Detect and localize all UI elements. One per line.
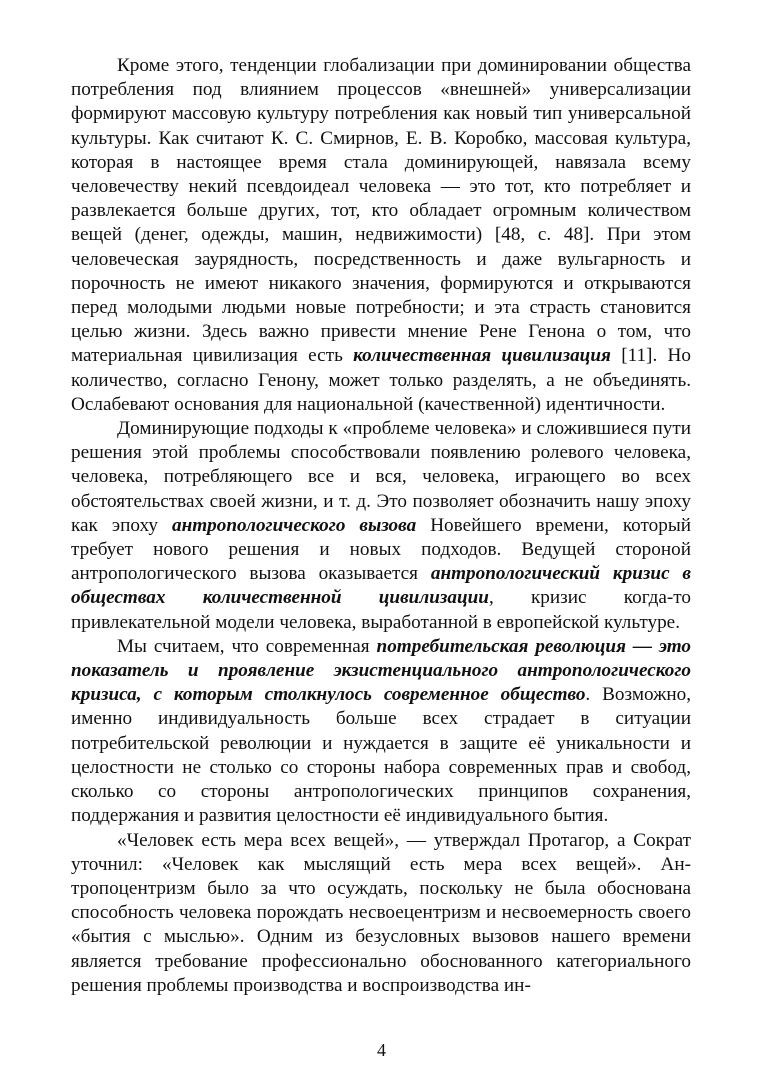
p2-text-1: Доминирующие подходы к «проблеме человека» и сложившиеся пути решения этой проблемы способствовали появлению ролевого человека, человека, потребляющего все и вся, человека, играющего во всех обстоятельствах своей жизни, и т. д. Это позволяет обозначить нашу эпоху как эпоху	[71, 418, 691, 536]
paragraph-1	[71, 54, 691, 417]
page-number: 4	[377, 1040, 386, 1060]
p1-text-1: Кроме этого, тенденции глобализации при доминировании общества потребления под влиянием процессов «внешней» универсализации формируют массовую культуру потребления как новый тип универсальной культуры. Как считают К. С. Смирнов, Е. В. Коробко, массовая культура, которая в настоящее время стала доминирующей, навязала всему человечеству некий псевдоидеал человека — это тот, кто потребляет и развлекается больше других, тот, кто обладает огромным количеством вещей (денег, одежды, машин, недвижимости) [48, с. 48]. При этом человеческая заурядность, посредственность и даже вульгарность и порочность не имеют никакого значения, формируются и открываются перед молодыми людьми новые потребности; и эта страсть становится целью жизни. Здесь важно привести мнение Рене Генона о том, что материальная цивилизация есть	[71, 55, 691, 367]
p3-emphasis-1: потребительская революция — это показатель и проявление экзистенциального антропологического кризиса, с которым столкнулось современное общество	[71, 635, 691, 706]
paragraph-2	[71, 417, 691, 635]
p2-emphasis-2: антропологический кризис в обществах количественной цивилизации	[71, 563, 691, 609]
p3-text-1: Мы считаем, что современная	[117, 635, 377, 657]
paragraph-3	[71, 635, 691, 829]
p1-text-2: [11]. Но количество, согласно Генону, может только разделять, а не объединять. Ослабевают основания для национальной (качественной) идентичности.	[71, 345, 691, 415]
document-body	[71, 54, 691, 998]
p2-text-2: Новейшего времени, который требует нового решения и новых подходов. Ведущей стороной антропологического вызова оказывается	[71, 514, 691, 585]
p2-text-3: , кризис когда-то привлекательной модели человека, выработанной в европейской культуре.	[71, 587, 692, 633]
p3-text-2: . Возможно, именно индивидуальность больше всех страдает в ситуации потребительской революции и нуждается в защите её уникальности и целостности не столько со стороны набора современных прав и свобод, сколько со стороны антропологических принципов сохранения, поддержания и развития целостности её индивидуального бытия.	[71, 684, 691, 827]
p4-text-1: «Человек есть мера всех вещей», — утверждал Протагор, а Сократ уточнил: «Человек как мыслящий есть мера всех вещей». Антропоцентризм было за что осуждать, поскольку не была обоснована способность человека порождать несвоецентризм и несвоемерность своего «бытия с мыслью». Одним из безусловных вызовов нашего времени является требование профессионально обоснованного категориального решения проблемы производства и воспроизводства ин-	[71, 829, 691, 996]
p1-emphasis-1: количественная цивилизация	[353, 345, 611, 367]
paragraph-4	[71, 829, 691, 998]
p2-emphasis-1: антропологического вызова	[171, 514, 417, 536]
